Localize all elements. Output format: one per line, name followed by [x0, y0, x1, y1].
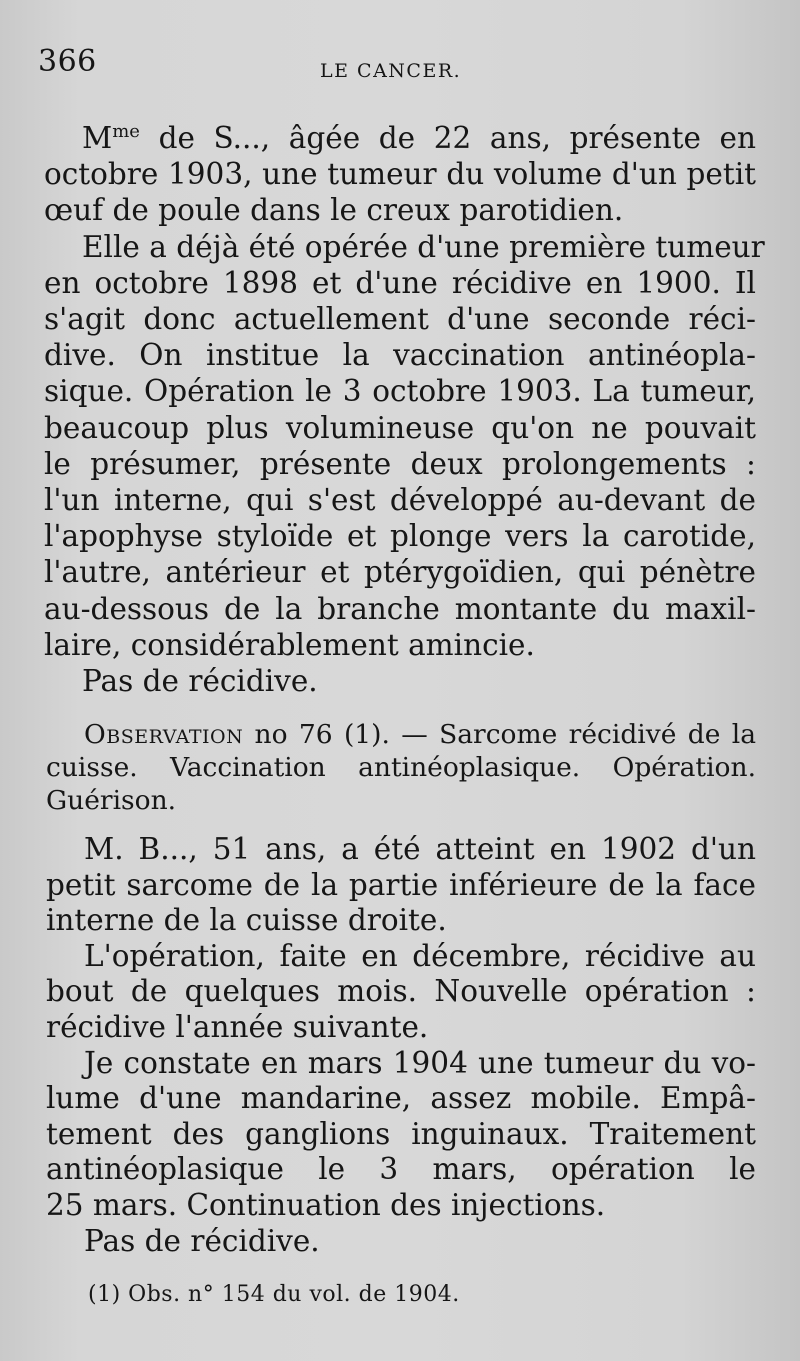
observation-label: Observation	[84, 719, 244, 750]
text-line: l'un interne, qui s'est développé au-devant de	[44, 483, 756, 518]
text-line: l'apophyse styloïde et plonge vers la carotide,	[44, 519, 756, 554]
observation-heading	[46, 718, 756, 817]
text-line: petit sarcome de la partie inférieure de la face	[46, 867, 756, 902]
case-b-text	[46, 832, 756, 1259]
text-line: beaucoup plus volumineuse qu'on ne pouvait	[44, 410, 756, 445]
text-line: tement des ganglions inguinaux. Traitement	[46, 1116, 756, 1151]
text-line: Pas de récidive.	[84, 1223, 320, 1258]
observation-number: no 76 (1).	[254, 719, 390, 750]
text-line: en octobre 1898 et d'une récidive en 1900. Il	[44, 265, 756, 300]
text-line: lume d'une mandarine, assez mobile. Empâ-	[46, 1081, 756, 1116]
superscript: me	[112, 121, 140, 142]
text-line: Pas de récidive.	[82, 664, 318, 699]
text-line: s'agit donc actuellement d'une seconde réci-	[44, 302, 756, 337]
text-line: L'opération, faite en décembre, récidive au	[84, 938, 756, 973]
text-line: octobre 1903, une tumeur du volume d'un petit	[44, 157, 756, 192]
text-line: antinéoplasique le 3 mars, opération le	[46, 1152, 756, 1187]
text-line: interne de la cuisse droite.	[46, 903, 447, 938]
first-word: M	[82, 121, 113, 155]
text-line: 25 mars. Continuation des injections.	[46, 1187, 606, 1222]
footnote: (1) Obs. n° 154 du vol. de 1904.	[88, 1282, 460, 1307]
text-line: Observation no 76 (1). — Sarcome récidivé de la	[84, 719, 756, 750]
text-line: Guérison.	[46, 785, 177, 816]
text-line: M. B..., 51 ans, a été atteint en 1902 d'un	[84, 832, 756, 866]
text-line: Je constate en mars 1904 une tumeur du vo-	[84, 1045, 756, 1080]
text-line: œuf de poule dans le creux parotidien.	[44, 193, 624, 228]
text-line: récidive l'année suivante.	[46, 1009, 429, 1044]
text-line: l'autre, antérieur et ptérygoïdien, qui pénètre	[44, 555, 756, 590]
text-line: Elle a déjà été opérée d'une première tumeur	[82, 229, 765, 264]
text-line: au-dessous de la branche montante du maxil-	[44, 591, 756, 626]
running-head: LE CANCER.	[320, 60, 462, 82]
text-line: le présumer, présente deux prolongements :	[44, 446, 756, 481]
text-line: laire, considérablement amincie.	[44, 627, 535, 662]
case-s-text	[44, 114, 765, 699]
text-line: sique. Opération le 3 octobre 1903. La tumeur,	[44, 374, 756, 409]
text-line: cuisse. Vaccination antinéoplasique. Opération.	[46, 752, 756, 783]
text-line: $M^{me}$ de S..., âgée de 22 ans, présente en	[82, 121, 756, 155]
text-line: dive. On institue la vaccination antinéopla-	[44, 338, 756, 373]
page-number: 366	[38, 44, 97, 79]
text-line: bout de quelques mois. Nouvelle opération :	[46, 974, 756, 1009]
